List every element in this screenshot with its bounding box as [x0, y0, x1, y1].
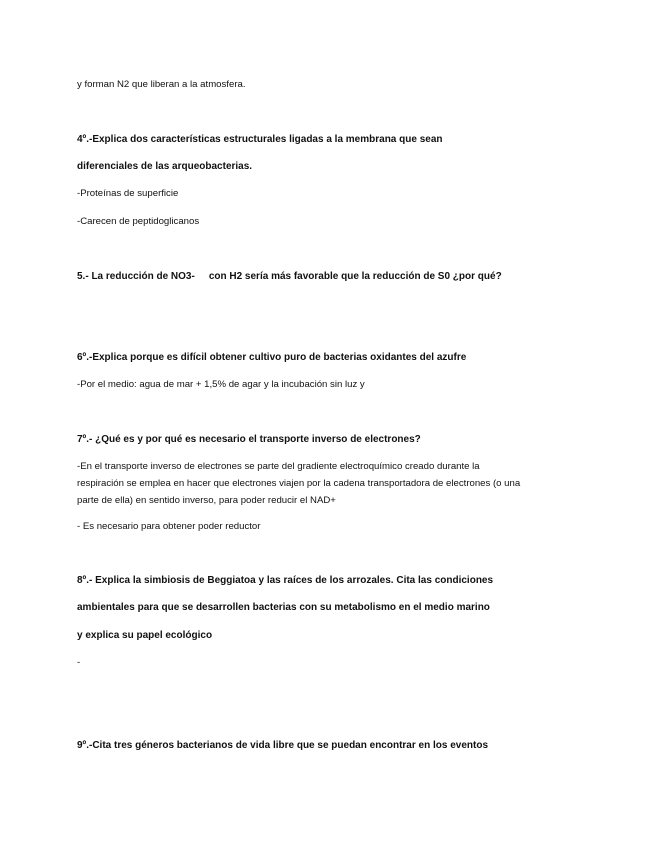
question-8-line-1: 8º.- Explica la simbiosis de Beggiatoa y las raíces de los arrozales. Cita las condiciones [77, 575, 494, 586]
question-7: 7º.- ¿Qué es y por qué es necesario el transporte inverso de electrones? [77, 434, 421, 445]
question-9: 9º.-Cita tres géneros bacterianos de vida libre que se puedan encontrar en los eventos [77, 740, 489, 751]
answer-7-line-3: parte de ella) en sentido inverso, para poder reducir el NAD+ [77, 495, 336, 506]
answer-4-line-2: -Carecen de peptidoglicanos [77, 216, 200, 227]
question-8-line-3: y explica su papel ecológico [77, 630, 213, 641]
question-4-line-2: diferenciales de las arqueobacterias. [77, 161, 253, 172]
question-6: 6º.-Explica porque es difícil obtener cultivo puro de bacterias oxidantes del azufre [77, 352, 467, 363]
answer-7-line-4: - Es necesario para obtener poder reductor [77, 521, 261, 532]
question-5-part-1: 5.- La reducción de NO3- [77, 271, 195, 282]
answer-7-line-1: -En el transporte inverso de electrones se parte del gradiente electroquímico creado durante la [77, 461, 480, 472]
answer-4-line-1: -Proteínas de superficie [77, 188, 179, 199]
answer-6: -Por el medio: agua de mar + 1,5% de agar y la incubación sin luz y [77, 379, 365, 390]
text-line-intro: y forman N2 que liberan a la atmosfera. [77, 79, 246, 90]
question-4-line-1: 4º.-Explica dos características estructurales ligadas a la membrana que sean [77, 134, 443, 145]
question-5 [77, 270, 502, 283]
answer-7-line-2: respiración se emplea en hacer que electrones viajen por la cadena transportadora de electrones (o una [77, 478, 521, 489]
answer-8: - [77, 657, 81, 668]
question-5-part-2: con H2 sería más favorable que la reducción de S0 ¿por qué? [208, 271, 502, 282]
question-8-line-2: ambientales para que se desarrollen bacterias con su metabolismo en el medio marino [77, 602, 490, 613]
